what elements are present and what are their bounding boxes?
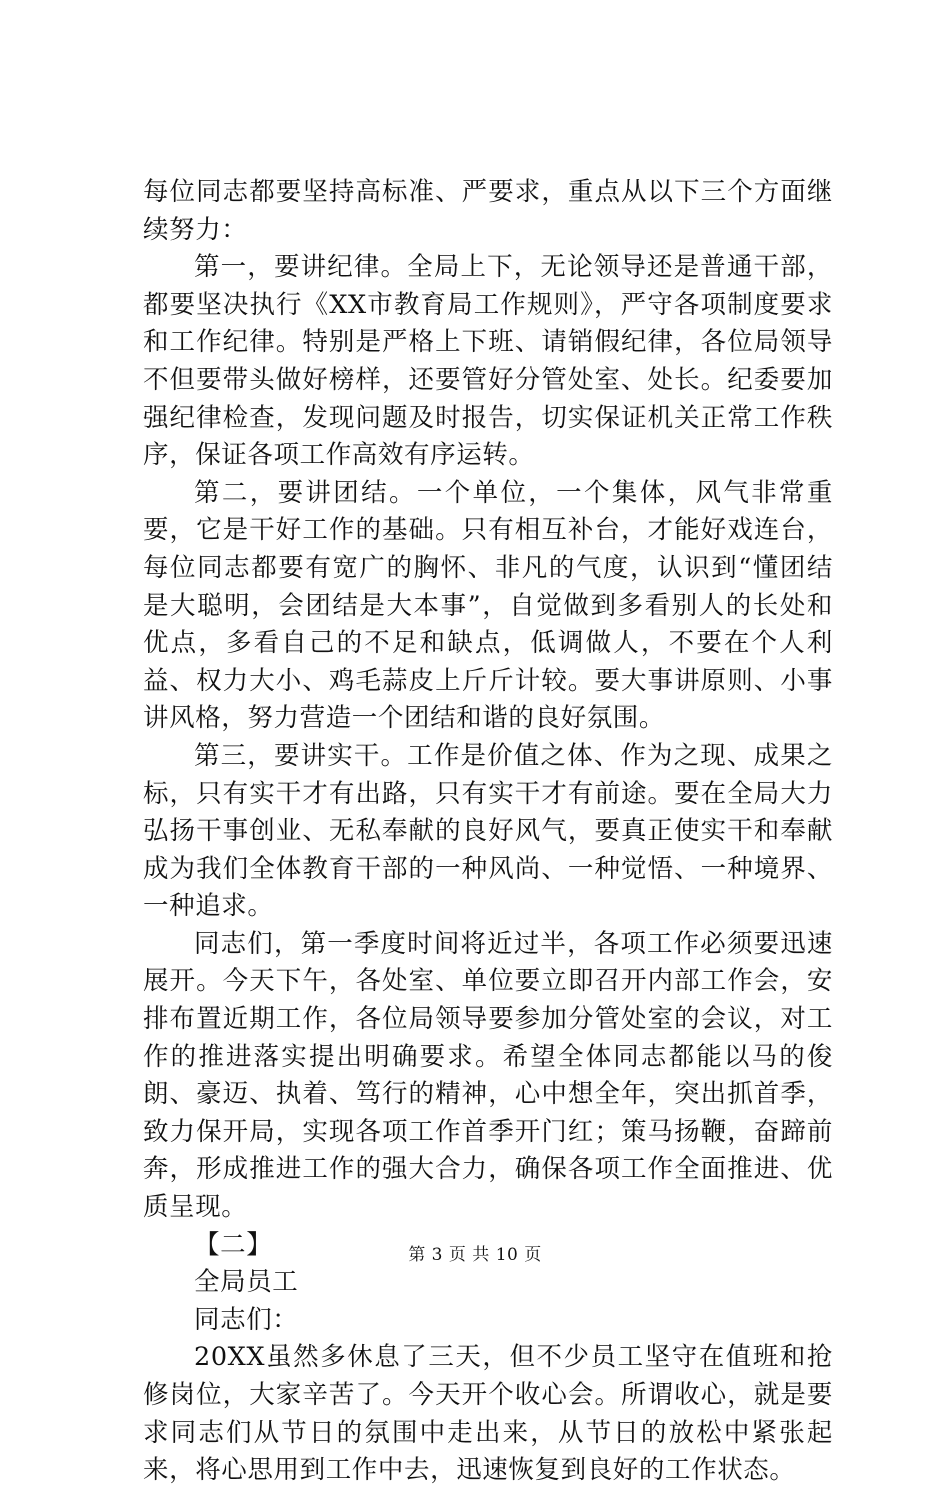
salutation-line: 同志们：: [194, 1304, 299, 1335]
document-body: [143, 174, 833, 1490]
paragraph-unity: 第二，要讲团结。一个单位，一个集体，风气非常重要，它是干好工作的基础。只有相互补台，才能好戏连台，每位同志都要有宽广的胸怀、非凡的气度，认识到“懂团结是大聪明，会团结是大本事”，自觉做到多看别人的长处和优点，多看自己的不足和缺点，低调做人，不要在个人利益、权力大小、鸡毛蒜皮上斤斤计较。要大事讲原则、小事讲风格，努力营造一个团结和谐的良好氛围。: [143, 477, 833, 734]
addressee-line: 全局员工: [194, 1267, 299, 1298]
paragraph-closing: 同志们，第一季度时间将近过半，各项工作必须要迅速展开。今天下午，各处室、单位要立即召开内部工作会，安排布置近期工作，各位局领导要参加分管处室的会议，对工作的推进落实提出明确要求。希望全体同志都能以马的俊朗、豪迈、执着、笃行的精神，心中想全年，突出抓首季，致力保开局，实现各项工作首季开门红；策马扬鞭，奋蹄前奔，形成推进工作的强大合力，确保各项工作全面推进、优质呈现。: [143, 928, 833, 1223]
paragraph-opening: 20XX虽然多休息了三天，但不少员工坚守在值班和抢修岗位，大家辛苦了。今天开个收心会。所谓收心，就是要求同志们从节日的氛围中走出来，从节日的放松中紧张起来，将心思用到工作中去，迅速恢复到良好的工作状态。: [143, 1342, 833, 1486]
page-footer: 第 3 页 共 10 页: [408, 1245, 542, 1265]
paragraph-hard-work: 第三，要讲实干。工作是价值之体、作为之现、成果之标，只有实干才有出路，只有实干才有前途。要在全局大力弘扬干事创业、无私奉献的良好风气，要真正使实干和奉献成为我们全体教育干部的一种风尚、一种觉悟、一种境界、一种追求。: [143, 740, 833, 922]
paragraph-discipline: 第一，要讲纪律。全局上下，无论领导还是普通干部，都要坚决执行《XX市教育局工作规则》，严守各项制度要求和工作纪律。特别是严格上下班、请销假纪律，各位局领导不但要带头做好榜样，还要管好分管处室、处长。纪委要加强纪律检查，发现问题及时报告，切实保证机关正常工作秩序，保证各项工作高效有序运转。: [143, 252, 833, 471]
section-heading: 【二】: [194, 1229, 273, 1260]
paragraph-intro: 每位同志都要坚持高标准、严要求，重点从以下三个方面继续努力：: [143, 177, 833, 245]
